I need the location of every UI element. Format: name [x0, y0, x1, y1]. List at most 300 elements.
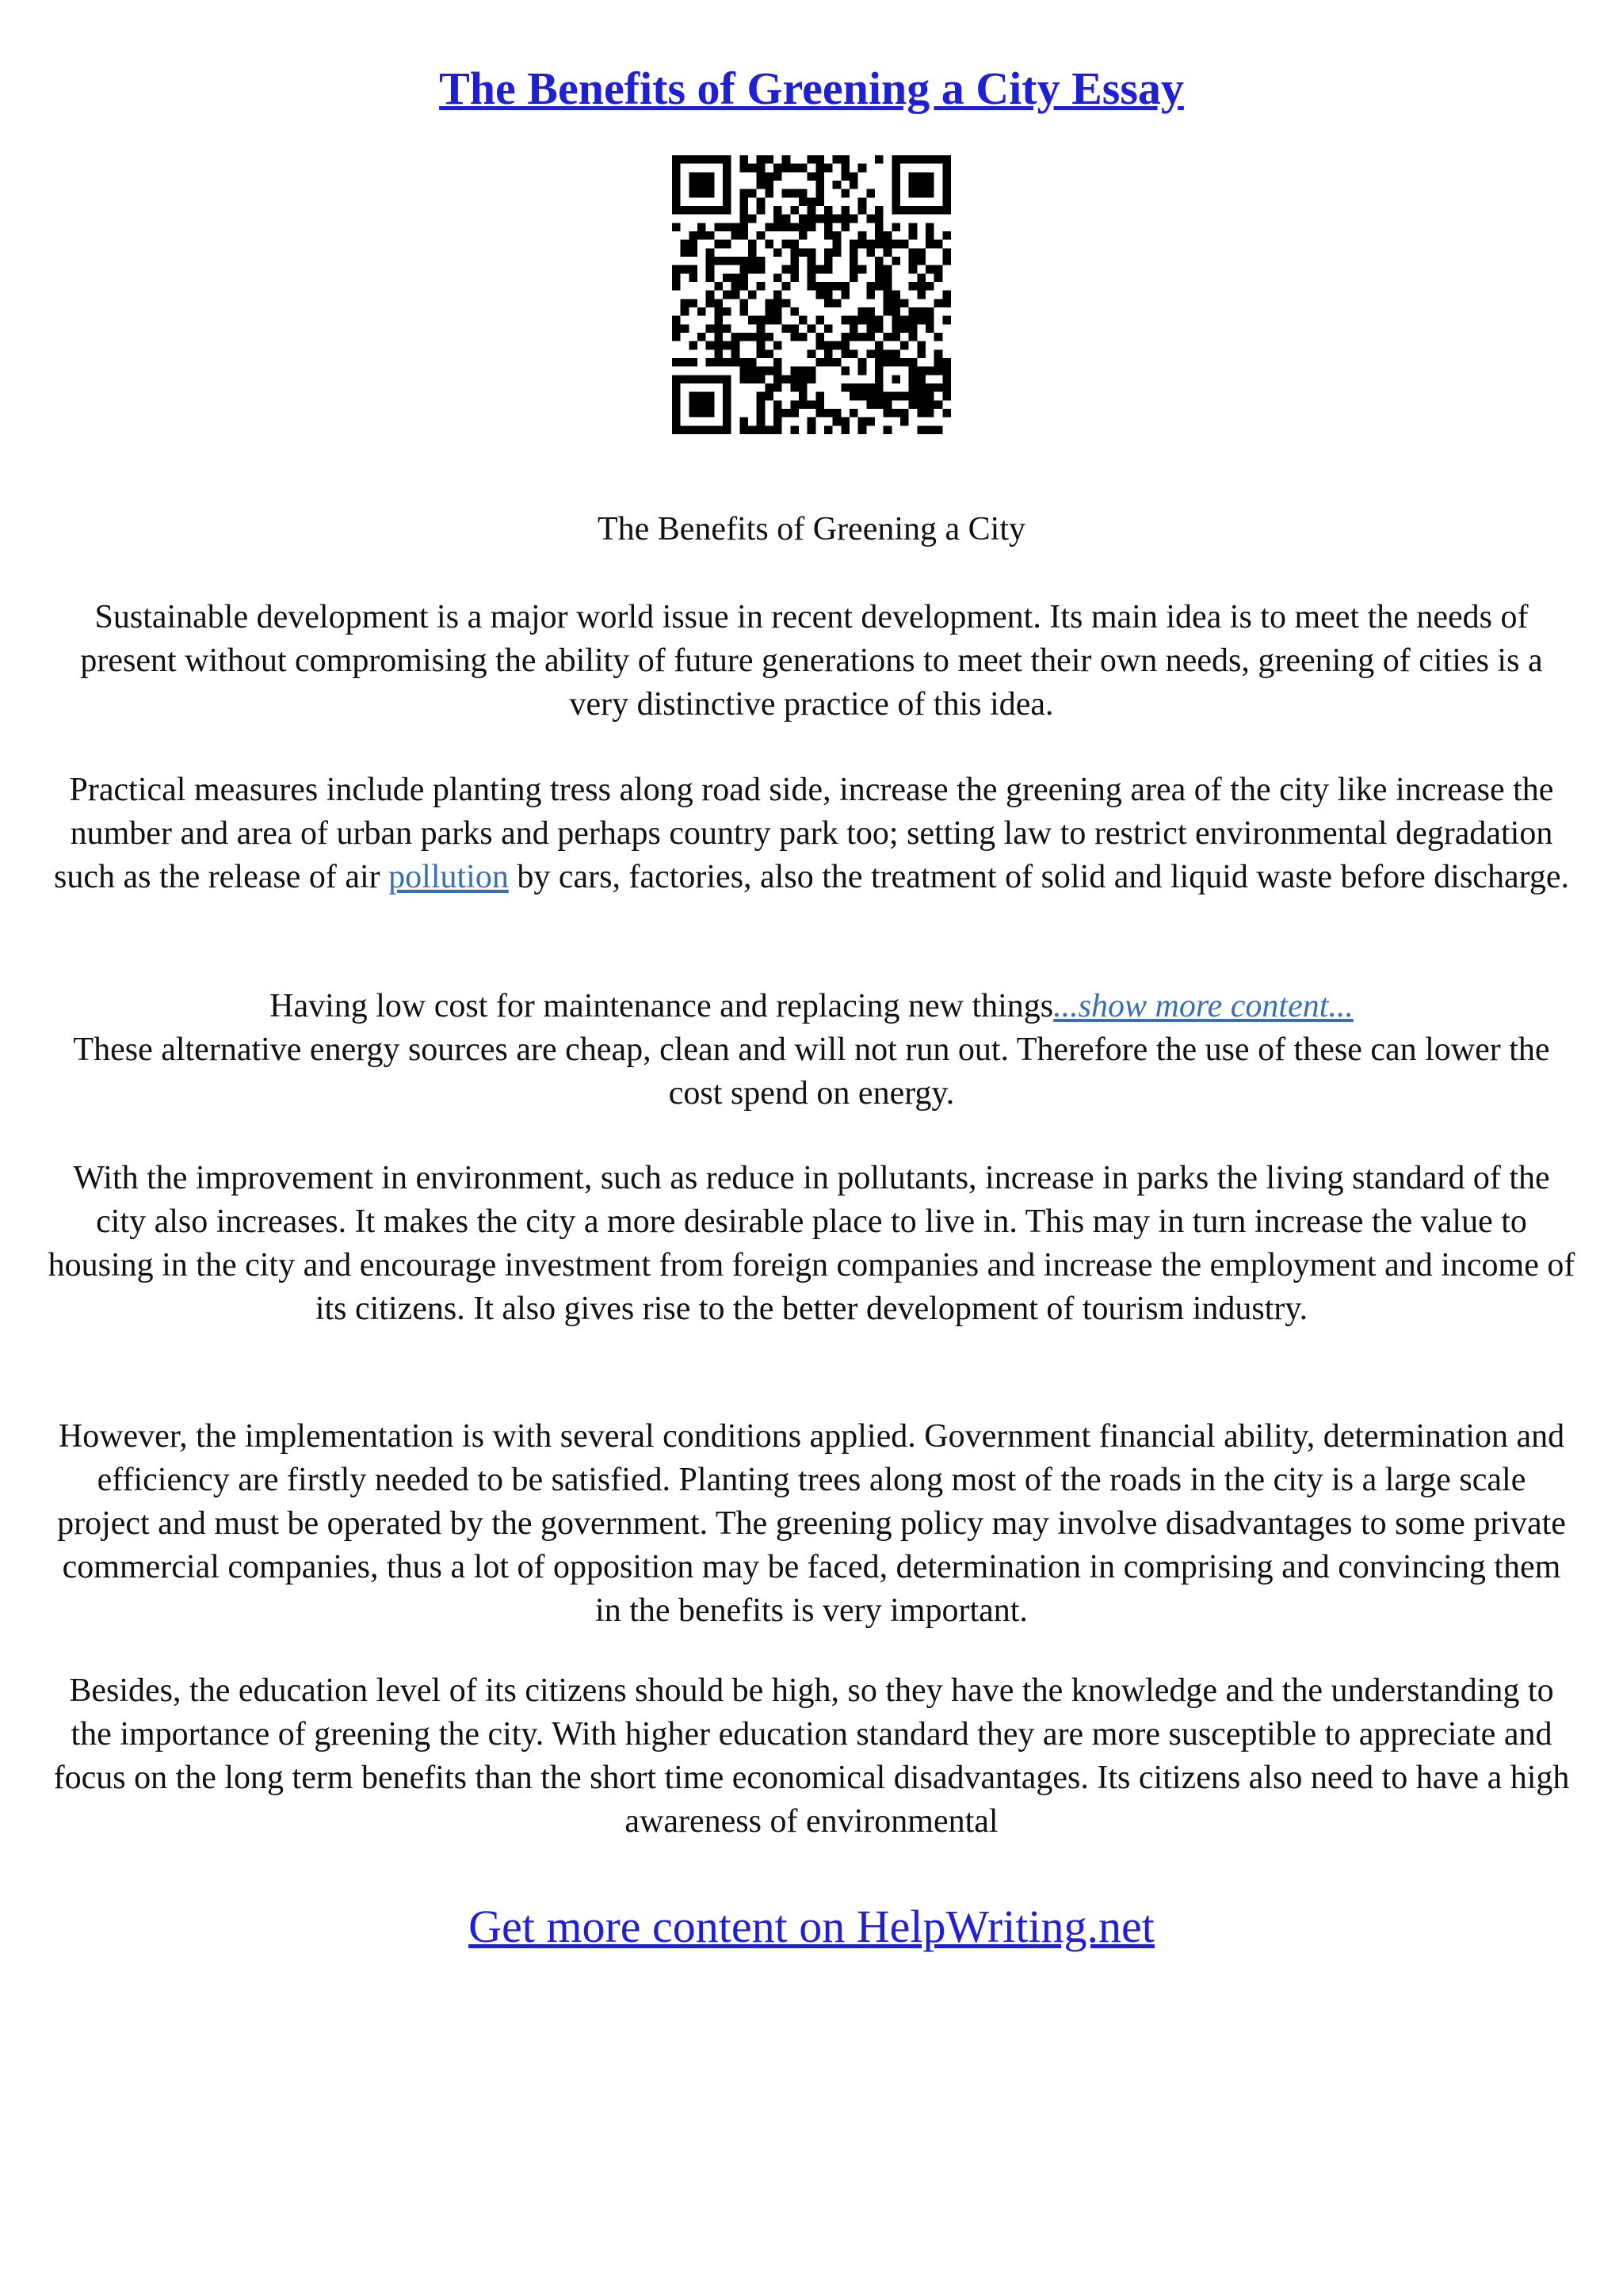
- qr-module: [782, 155, 791, 164]
- qr-module: [790, 409, 799, 418]
- qr-alignment-center: [892, 375, 900, 383]
- qr-module: [765, 392, 773, 401]
- qr-module: [790, 383, 799, 392]
- qr-module: [739, 155, 748, 164]
- qr-module: [773, 164, 782, 173]
- qr-module: [748, 215, 757, 223]
- qr-module: [884, 349, 892, 358]
- qr-module: [714, 324, 723, 333]
- qr-module: [706, 324, 715, 333]
- qr-module: [757, 341, 766, 350]
- qr-module: [815, 400, 824, 409]
- qr-module: [942, 257, 951, 265]
- qr-module: [790, 425, 799, 434]
- qr-module: [875, 341, 884, 350]
- qr-module: [926, 231, 934, 240]
- qr-module: [782, 324, 791, 333]
- qr-module: [808, 367, 816, 376]
- qr-module: [892, 307, 900, 316]
- qr-module: [815, 316, 824, 325]
- qr-module: [714, 341, 723, 350]
- qr-module: [748, 248, 757, 257]
- qr-module: [672, 273, 681, 282]
- qr-module: [833, 282, 842, 291]
- qr-module: [748, 240, 757, 249]
- qr-module: [799, 189, 808, 198]
- qr-module: [790, 307, 799, 316]
- qr-module: [841, 215, 850, 223]
- qr-module: [815, 333, 824, 341]
- qr-module: [884, 400, 892, 409]
- qr-module: [808, 265, 816, 274]
- qr-module: [689, 358, 697, 367]
- qr-module: [866, 392, 875, 401]
- qr-module: [858, 367, 867, 376]
- qr-module: [934, 333, 943, 341]
- qr-module: [757, 349, 766, 358]
- qr-module: [799, 316, 808, 325]
- qr-module: [815, 197, 824, 206]
- qr-module: [739, 189, 748, 198]
- qr-module: [900, 418, 909, 426]
- qr-module: [926, 392, 934, 401]
- qr-module: [782, 299, 791, 307]
- qr-module: [833, 215, 842, 223]
- qr-module: [815, 341, 824, 350]
- qr-module: [723, 324, 731, 333]
- qr-module: [850, 265, 858, 274]
- qr-module: [875, 231, 884, 240]
- qr-module: [917, 257, 926, 265]
- qr-module: [765, 333, 773, 341]
- qr-module: [748, 189, 757, 198]
- qr-module: [714, 316, 723, 325]
- qr-module: [757, 400, 766, 409]
- qr-module: [808, 425, 816, 434]
- qr-module: [850, 273, 858, 282]
- qr-module: [858, 425, 867, 434]
- qr-module: [714, 333, 723, 341]
- qr-module: [909, 307, 918, 316]
- qr-module: [833, 418, 842, 426]
- qr-module: [909, 282, 918, 291]
- qr-module: [858, 164, 867, 173]
- qr-module: [909, 231, 918, 240]
- qr-module: [782, 164, 791, 173]
- qr-module: [909, 333, 918, 341]
- qr-module: [731, 223, 740, 231]
- qr-module: [808, 206, 816, 215]
- qr-module: [739, 223, 748, 231]
- qr-module: [841, 367, 850, 376]
- qr-module: [757, 282, 766, 291]
- qr-module: [739, 265, 748, 274]
- qr-module: [739, 333, 748, 341]
- qr-module: [909, 316, 918, 325]
- qr-module: [892, 257, 900, 265]
- show-more-content-link[interactable]: ...show more content...: [1053, 988, 1354, 1024]
- qr-module: [884, 291, 892, 299]
- qr-module: [866, 316, 875, 325]
- qr-module: [824, 265, 833, 274]
- qr-module: [765, 223, 773, 231]
- qr-module: [858, 240, 867, 249]
- helpwriting-link[interactable]: Get more content on HelpWriting.net: [468, 1901, 1155, 1952]
- qr-module: [926, 409, 934, 418]
- qr-module: [892, 240, 900, 249]
- qr-module: [782, 215, 791, 223]
- qr-module: [723, 257, 731, 265]
- title-link[interactable]: The Benefits of Greening a City Essay: [439, 63, 1184, 114]
- qr-module: [815, 282, 824, 291]
- qr-module: [697, 333, 706, 341]
- qr-module: [934, 273, 943, 282]
- qr-module: [875, 273, 884, 282]
- qr-module: [773, 341, 782, 350]
- qr-module: [815, 358, 824, 367]
- qr-module: [858, 333, 867, 341]
- qr-module: [790, 324, 799, 333]
- essay-subtitle: The Benefits of Greening a City: [597, 511, 1025, 547]
- paragraph-3-text-end: These alternative energy sources are cheap, clean and will not run out. Therefore the use of these can lower the cost spend on energy.: [73, 1032, 1550, 1112]
- qr-module: [926, 316, 934, 325]
- qr-module: [900, 324, 909, 333]
- qr-module: [757, 197, 766, 206]
- qr-module: [757, 333, 766, 341]
- qr-module: [782, 265, 791, 274]
- qr-module: [917, 392, 926, 401]
- qr-module: [773, 425, 782, 434]
- qr-module: [850, 172, 858, 181]
- qr-module: [773, 291, 782, 299]
- qr-module: [841, 341, 850, 350]
- qr-module: [706, 358, 715, 367]
- qr-module: [815, 215, 824, 223]
- qr-module: [757, 392, 766, 401]
- qr-module: [765, 299, 773, 307]
- qr-module: [808, 197, 816, 206]
- qr-module: [773, 400, 782, 409]
- qr-module: [815, 291, 824, 299]
- qr-module: [731, 273, 740, 282]
- qr-module: [942, 299, 951, 307]
- qr-module: [824, 164, 833, 173]
- qr-module: [824, 257, 833, 265]
- qr-module: [681, 240, 689, 249]
- qr-module: [706, 257, 715, 265]
- qr-module: [841, 155, 850, 164]
- qr-module: [757, 375, 766, 383]
- qr-module: [782, 409, 791, 418]
- qr-module: [824, 299, 833, 307]
- qr-module: [850, 324, 858, 333]
- qr-module: [858, 316, 867, 325]
- qr-module: [731, 282, 740, 291]
- qr-module: [706, 299, 715, 307]
- qr-module: [714, 223, 723, 231]
- qr-module: [875, 240, 884, 249]
- qr-module: [850, 316, 858, 325]
- qr-module: [681, 265, 689, 274]
- qr-module: [833, 248, 842, 257]
- qr-module: [850, 257, 858, 265]
- qr-module: [782, 282, 791, 291]
- qr-module: [866, 248, 875, 257]
- qr-module: [748, 375, 757, 383]
- qr-module: [739, 206, 748, 215]
- qr-module: [942, 375, 951, 383]
- qr-module: [757, 324, 766, 333]
- qr-module: [841, 383, 850, 392]
- qr-module: [884, 273, 892, 282]
- qr-module: [841, 425, 850, 434]
- qr-module: [731, 341, 740, 350]
- paragraph-3-text-start: Having low cost for maintenance and replacing new things: [269, 988, 1054, 1024]
- qr-module: [884, 240, 892, 249]
- qr-module: [824, 425, 833, 434]
- qr-module: [917, 383, 926, 392]
- qr-module: [714, 240, 723, 249]
- qr-module: [866, 189, 875, 198]
- qr-module: [739, 375, 748, 383]
- qr-module: [833, 409, 842, 418]
- qr-module: [926, 383, 934, 392]
- qr-module: [833, 299, 842, 307]
- qr-module: [790, 257, 799, 265]
- qr-module: [884, 299, 892, 307]
- qr-module: [672, 316, 681, 325]
- qr-module: [884, 265, 892, 274]
- qr-module: [866, 400, 875, 409]
- qr-module: [917, 409, 926, 418]
- qr-module: [790, 206, 799, 215]
- qr-module: [773, 206, 782, 215]
- qr-module: [808, 223, 816, 231]
- qr-module: [833, 240, 842, 249]
- qr-module: [815, 265, 824, 274]
- qr-module: [824, 206, 833, 215]
- qr-module: [808, 400, 816, 409]
- qr-module: [799, 223, 808, 231]
- qr-module: [799, 197, 808, 206]
- qr-module: [689, 240, 697, 249]
- qr-module: [773, 273, 782, 282]
- qr-module: [808, 172, 816, 181]
- qr-module: [757, 409, 766, 418]
- qr-module: [824, 231, 833, 240]
- qr-module: [866, 240, 875, 249]
- qr-module: [858, 307, 867, 316]
- qr-module: [748, 316, 757, 325]
- qr-module: [917, 307, 926, 316]
- paragraph-3: [48, 985, 1575, 1116]
- qr-module: [773, 316, 782, 325]
- qr-module: [773, 223, 782, 231]
- qr-module: [815, 189, 824, 198]
- qr-module: [892, 349, 900, 358]
- qr-module: [748, 291, 757, 299]
- qr-module: [765, 181, 773, 189]
- qr-module: [799, 392, 808, 401]
- footer: [0, 1897, 1623, 1957]
- qr-module: [815, 164, 824, 173]
- qr-module: [833, 231, 842, 240]
- qr-module: [765, 155, 773, 164]
- qr-module: [934, 425, 943, 434]
- qr-module: [841, 349, 850, 358]
- qr-module: [706, 248, 715, 257]
- qr-module: [850, 181, 858, 189]
- qr-module: [739, 197, 748, 206]
- qr-module: [926, 307, 934, 316]
- qr-module: [942, 383, 951, 392]
- qr-module: [773, 307, 782, 316]
- qr-module: [808, 257, 816, 265]
- qr-module: [748, 358, 757, 367]
- qr-module: [875, 316, 884, 325]
- qr-module: [757, 367, 766, 376]
- qr-module: [723, 273, 731, 282]
- qr-module: [892, 316, 900, 325]
- qr-module: [731, 291, 740, 299]
- qr-module: [850, 349, 858, 358]
- qr-module: [723, 307, 731, 316]
- qr-module: [934, 383, 943, 392]
- qr-module: [757, 316, 766, 325]
- qr-module: [850, 383, 858, 392]
- qr-module: [689, 341, 697, 350]
- qr-module: [672, 223, 681, 231]
- qr-module: [765, 425, 773, 434]
- qr-module: [799, 248, 808, 257]
- qr-module: [841, 206, 850, 215]
- qr-module: [866, 333, 875, 341]
- qr-module: [731, 231, 740, 240]
- qr-module: [917, 375, 926, 383]
- qr-module: [782, 375, 791, 383]
- qr-module: [900, 316, 909, 325]
- qr-module: [942, 291, 951, 299]
- qr-module: [731, 333, 740, 341]
- qr-module: [850, 392, 858, 401]
- qr-module: [689, 299, 697, 307]
- qr-module: [875, 282, 884, 291]
- qr-module: [917, 248, 926, 257]
- qr-module: [917, 291, 926, 299]
- qr-module: [681, 307, 689, 316]
- qr-module: [841, 189, 850, 198]
- qr-module: [790, 273, 799, 282]
- qr-module: [875, 206, 884, 215]
- pollution-link[interactable]: pollution: [388, 859, 509, 895]
- qr-module: [757, 164, 766, 173]
- qr-module: [739, 273, 748, 282]
- qr-module: [850, 333, 858, 341]
- qr-module: [765, 307, 773, 316]
- qr-module: [824, 349, 833, 358]
- qr-module: [739, 367, 748, 376]
- qr-module: [706, 231, 715, 240]
- qr-module: [748, 257, 757, 265]
- qr-module: [773, 299, 782, 307]
- qr-module: [808, 282, 816, 291]
- qr-module: [875, 349, 884, 358]
- qr-module: [934, 299, 943, 307]
- qr-module: [875, 324, 884, 333]
- qr-module: [757, 231, 766, 240]
- qr-module: [731, 349, 740, 358]
- qr-module: [681, 248, 689, 257]
- qr-module: [892, 291, 900, 299]
- qr-module: [757, 265, 766, 274]
- qr-module: [926, 367, 934, 376]
- qr-module: [739, 215, 748, 223]
- qr-module: [934, 240, 943, 249]
- qr-module: [739, 164, 748, 173]
- qr-module: [850, 409, 858, 418]
- qr-module: [858, 418, 867, 426]
- qr-module: [934, 400, 943, 409]
- qr-module: [824, 324, 833, 333]
- qr-module: [900, 240, 909, 249]
- qr-finder-center: [689, 172, 714, 197]
- qr-module: [866, 418, 875, 426]
- paragraph-1: Sustainable development is a major world issue in recent development. Its main idea is to meet the needs of present without compromising the ability of future generations to meet their own needs, greening of cities is a very distinctive practice of this idea.: [80, 599, 1543, 723]
- qr-module: [884, 333, 892, 341]
- qr-module: [884, 248, 892, 257]
- qr-module: [824, 409, 833, 418]
- qr-module: [808, 324, 816, 333]
- qr-module: [714, 307, 723, 316]
- qr-module: [765, 349, 773, 358]
- qr-module: [808, 273, 816, 282]
- paragraph-2-text-end: by cars, factories, also the treatment of solid and liquid waste before discharge.: [508, 859, 1569, 895]
- qr-module: [892, 409, 900, 418]
- qr-module: [858, 206, 867, 215]
- qr-module: [765, 316, 773, 325]
- qr-module: [748, 265, 757, 274]
- qr-module: [808, 349, 816, 358]
- qr-module: [942, 358, 951, 367]
- qr-module: [900, 299, 909, 307]
- paragraph-2-text-start: Practical measures include planting tress along road side, increase the greening area of the city like increase the number and area of urban parks and perhaps country park too; setting law to restrict environmental degradation such as the release of air: [54, 772, 1554, 895]
- qr-module: [790, 164, 799, 173]
- qr-module: [926, 240, 934, 249]
- qr-module: [909, 248, 918, 257]
- qr-module: [706, 273, 715, 282]
- qr-module: [748, 367, 757, 376]
- qr-module: [850, 248, 858, 257]
- qr-module: [773, 418, 782, 426]
- qr-module: [790, 367, 799, 376]
- qr-module: [815, 172, 824, 181]
- qr-module: [841, 316, 850, 325]
- qr-module: [765, 240, 773, 249]
- paragraph-4: With the improvement in environment, such as reduce in pollutants, increase in parks the living standard of the city also increases. It makes the city a more desirable place to live in. This may in turn increase the value to housing in the city and encourage investment from foreign companies and increase the employment and income of its citizens. It also gives rise to the better development of tourism industry.: [48, 1160, 1575, 1327]
- qr-module: [790, 240, 799, 249]
- qr-module: [706, 265, 715, 274]
- qr-module: [808, 418, 816, 426]
- qr-module: [884, 231, 892, 240]
- qr-module: [739, 418, 748, 426]
- qr-module: [757, 172, 766, 181]
- qr-module: [815, 155, 824, 164]
- qr-module: [926, 223, 934, 231]
- qr-module: [875, 155, 884, 164]
- qr-module: [833, 181, 842, 189]
- qr-module: [926, 282, 934, 291]
- qr-module: [824, 248, 833, 257]
